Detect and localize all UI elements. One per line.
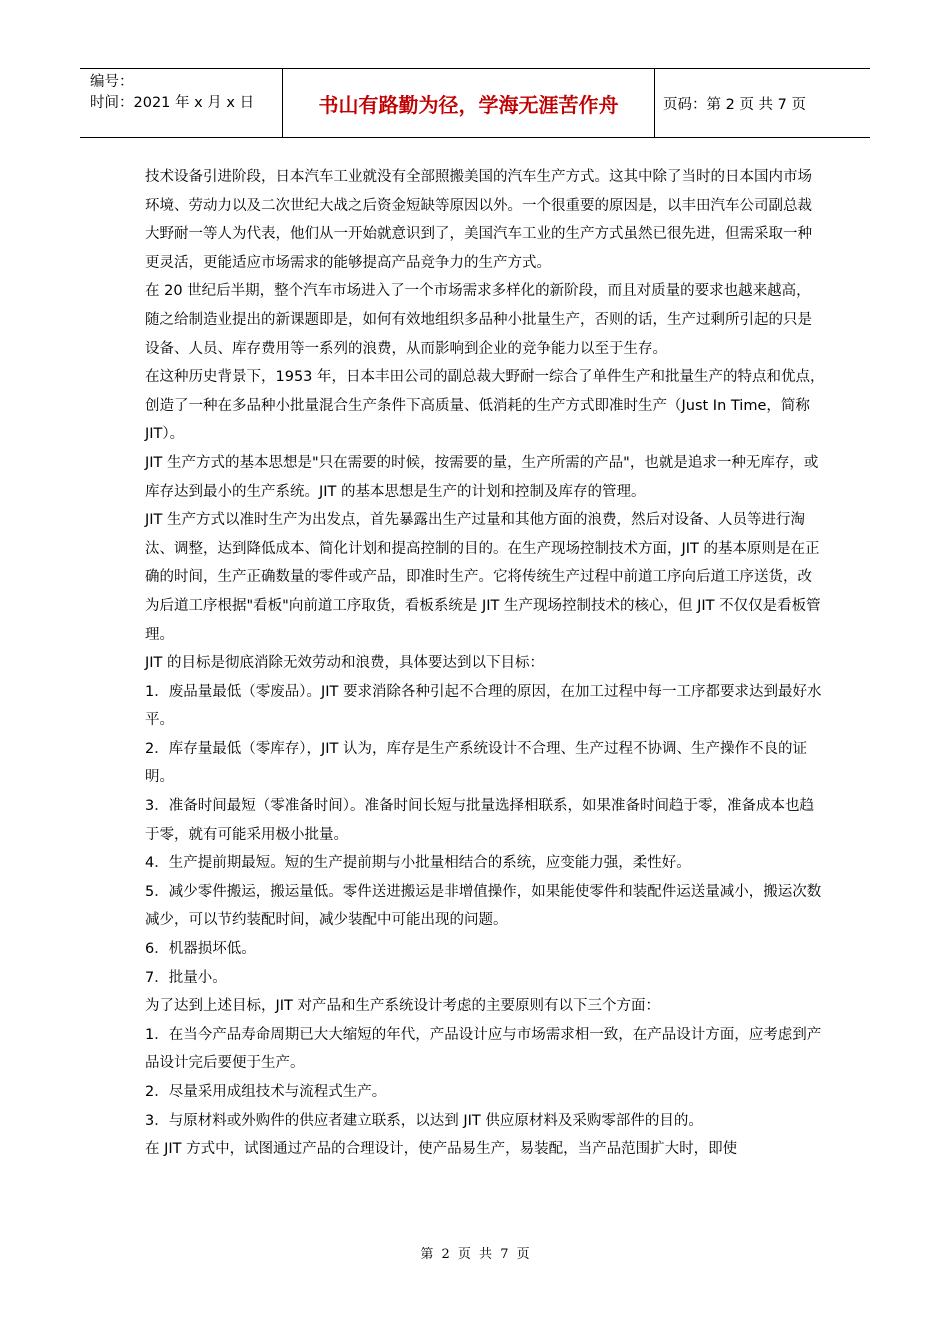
paragraph: JIT 生产方式的基本思想是"只在需要的时候，按需要的量，生产所需的产品"，也就是追求一种无库存，或库存达到最小的生产系统。JIT 的基本思想是生产的计划和控制及库存的管理。	[145, 454, 819, 500]
paragraph: 为了达到上述目标，JIT 对产品和生产系统设计考虑的主要原则有以下三个方面：	[145, 998, 661, 1015]
document-header	[80, 68, 870, 138]
paragraph: JIT 的目标是彻底消除无效劳动和浪费，具体要达到以下目标：	[145, 655, 545, 672]
list-item: 3．准备时间最短（零准备时间）。准备时间长短与批量选择相联系，如果准备时间趋于零，准备成本也趋于零，就有可能采用极小批量。	[145, 798, 814, 843]
page-info-cell	[655, 69, 870, 137]
motto-text: 书山有路勤为径，学海无涯苦作舟	[318, 92, 619, 117]
list-item: 3．与原材料或外购件的供应者建立联系，以达到 JIT 供应原材料及采购零部件的目的。	[145, 1112, 703, 1129]
list-item: 4．生产提前期最短。短的生产提前期与小批量相结合的系统，应变能力强，柔性好。	[145, 855, 691, 872]
header-meta-cell	[80, 69, 282, 137]
list-item: 2．尽量采用成组技术与流程式生产。	[145, 1084, 387, 1100]
paragraph: 在 20 世纪后半期，整个汽车市场进入了一个市场需求多样化的新阶段，而且对质量的要求也越来越高，随之给制造业提出的新课题即是，如何有效地组织多品种小批量生产，否则的话，生产过剩所引起的只是设备、人员、库存费用等一系列的浪费，从而影响到企业的竞争能力以至于生存。	[145, 283, 812, 357]
list-item: 1．废品量最低（零废品）。JIT 要求消除各种引起不合理的原因，在加工过程中每一工序都要求达到最好水平。	[145, 683, 822, 729]
motto-cell	[282, 69, 655, 137]
paragraph: 在 JIT 方式中，试图通过产品的合理设计，使产品易生产，易装配，当产品范围扩大时，即使	[145, 1141, 738, 1158]
number-label: 编号：	[90, 74, 134, 90]
list-item: 5．减少零件搬运，搬运量低。零件送进搬运是非增值操作，如果能使零件和装配件运送量减小，搬运次数减少，可以节约装配时间，减少装配中可能出现的问题。	[145, 883, 822, 929]
paragraph: JIT 生产方式以准时生产为出发点，首先暴露出生产过量和其他方面的浪费，然后对设备、人员等进行淘汰、调整，达到降低成本、简化计划和提高控制的目的。在生产现场控制技术方面，JIT 的基本原则是在正确的时间，生产正确数量的零件或产品，即准时生产。它将传统生产过程中前道工序向后道工序送货，改为后道工序根据"看板"向前道工序取货，看板系统是 JIT 生产现场控制技术的核心，但 JIT 不仅仅是看板管理。	[145, 512, 821, 643]
list-item: 6．机器损坏低。	[145, 941, 256, 958]
time-label: 时间：2021 年 x 月 x 日	[90, 95, 255, 111]
page-footer	[0, 1243, 950, 1262]
list-item: 1．在当今产品寿命周期已大大缩短的年代，产品设计应与市场需求相一致，在产品设计方面，应考虑到产品设计完后要便于生产。	[145, 1026, 822, 1072]
paragraph: 在这种历史背景下，1953 年，日本丰田公司的副总裁大野耐一综合了单件生产和批量生产的特点和优点，创造了一种在多品种小批量混合生产条件下高质量、低消耗的生产方式即准时生产（Just In Time，简称 JIT）。	[145, 369, 825, 443]
footer-page-number: 第 2 页 共 7 页	[420, 1247, 530, 1262]
page-info-text: 页码：第 2 页 共 7 页	[663, 96, 806, 113]
list-item: 7．批量小。	[145, 969, 227, 986]
paragraph: 技术设备引进阶段，日本汽车工业就没有全部照搬美国的汽车生产方式。这其中除了当时的日本国内市场环境、劳动力以及二次世纪大战之后资金短缺等原因以外。一个很重要的原因是，以丰田汽车公司副总裁大野耐一等人为代表，他们从一开始就意识到了，美国汽车工业的生产方式虽然已很先进，但需采取一种更灵活，更能适应市场需求的能够提高产品竞争力的生产方式。	[145, 169, 812, 271]
document-body	[145, 163, 825, 1164]
list-item: 2．库存量最低（零库存），JIT 认为，库存是生产系统设计不合理、生产过程不协调、生产操作不良的证明。	[145, 740, 807, 786]
